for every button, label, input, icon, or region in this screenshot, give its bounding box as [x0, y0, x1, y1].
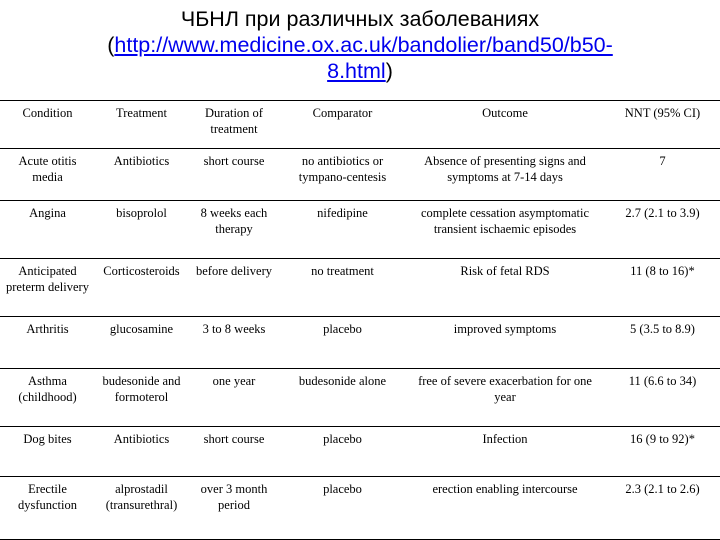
title-paren-close: ): [385, 59, 393, 83]
cell-outcome: complete cessation asymptomatic transient ischaemic episodes: [420, 206, 589, 236]
col-header-outcome: Outcome: [482, 106, 528, 120]
cell-duration: 8 weeks each therapy: [200, 206, 268, 236]
cell-treatment: budesonide and formoterol: [102, 374, 181, 404]
table-row: [0, 477, 720, 540]
cell-outcome: free of severe exacerbation for one year: [418, 374, 592, 404]
col-header-duration: Duration of treatment: [205, 106, 263, 136]
col-header-nnt: NNT (95% CI): [624, 106, 701, 120]
table-row: [0, 149, 720, 201]
table-row: [0, 369, 720, 427]
cell-condition: Anticipated preterm delivery: [6, 264, 89, 294]
cell-duration: 3 to 8 weeks: [202, 322, 266, 336]
col-header-treatment: Treatment: [116, 106, 167, 120]
cell-nnt: 2.3 (2.1 to 2.6): [625, 482, 700, 496]
cell-treatment: Antibiotics: [113, 154, 170, 168]
title-line-3: [0, 58, 720, 84]
cell-outcome: Infection: [482, 432, 528, 446]
cell-condition: Asthma (childhood): [18, 374, 77, 404]
source-link[interactable]: http://www.medicine.ox.ac.uk/bandolier/band50/b50-: [114, 33, 613, 57]
cell-treatment: alprostadil (transurethral): [105, 482, 178, 512]
table-row: [0, 317, 720, 369]
cell-comparator: budesonide alone: [298, 374, 387, 388]
table-row: [0, 201, 720, 259]
col-header-comparator: Comparator: [312, 106, 373, 120]
cell-treatment: glucosamine: [109, 322, 174, 336]
title-line-2: [0, 32, 720, 58]
cell-outcome: improved symptoms: [453, 322, 557, 336]
cell-comparator: no antibiotics or tympano-centesis: [298, 154, 387, 184]
cell-duration: short course: [203, 154, 265, 168]
cell-outcome: Risk of fetal RDS: [460, 264, 550, 278]
cell-condition: Erectile dysfunction: [17, 482, 78, 512]
title-paren-open: (: [107, 33, 115, 57]
cell-duration: over 3 month period: [200, 482, 268, 512]
cell-condition: Dog bites: [23, 432, 72, 446]
title-line-1: ЧБНЛ при различных заболеваниях: [180, 7, 540, 31]
cell-comparator: nifedipine: [317, 206, 368, 220]
cell-nnt: 7: [659, 154, 666, 168]
cell-treatment: Antibiotics: [113, 432, 170, 446]
cell-nnt: 2.7 (2.1 to 3.9): [625, 206, 700, 220]
cell-comparator: placebo: [323, 322, 362, 336]
cell-comparator: placebo: [323, 482, 362, 496]
cell-duration: one year: [212, 374, 256, 388]
cell-condition: Arthritis: [26, 322, 69, 336]
table-row: [0, 259, 720, 317]
cell-outcome: erection enabling intercourse: [432, 482, 578, 496]
cell-nnt: 5 (3.5 to 8.9): [630, 322, 695, 336]
nnt-table: [0, 100, 720, 540]
cell-condition: Acute otitis media: [18, 154, 77, 184]
cell-comparator: no treatment: [311, 264, 374, 278]
cell-nnt: 11 (6.6 to 34): [628, 374, 697, 388]
cell-comparator: placebo: [323, 432, 362, 446]
page-title: [0, 6, 720, 84]
cell-duration: short course: [203, 432, 265, 446]
cell-duration: before delivery: [195, 264, 272, 278]
table-header-row: [0, 101, 720, 149]
cell-nnt: 11 (8 to 16)*: [630, 264, 695, 278]
cell-treatment: bisoprolol: [116, 206, 167, 220]
cell-condition: Angina: [29, 206, 66, 220]
cell-outcome: Absence of presenting signs and symptoms at 7-14 days: [424, 154, 586, 184]
table-row: [0, 427, 720, 477]
source-link-end[interactable]: 8.html: [327, 59, 386, 83]
col-header-condition: Condition: [22, 106, 73, 120]
cell-nnt: 16 (9 to 92)*: [630, 432, 695, 446]
cell-treatment: Corticosteroids: [103, 264, 180, 278]
